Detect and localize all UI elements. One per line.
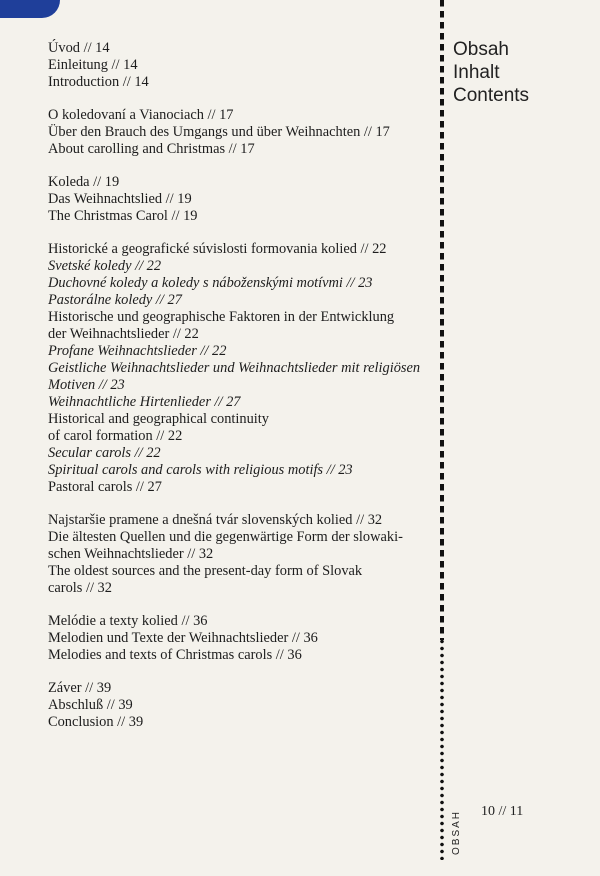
toc-entry: Profane Weihnachtslieder // 22 (48, 343, 227, 359)
toc-entry: carols // 32 (48, 580, 112, 596)
toc-section (48, 174, 440, 225)
toc-entry: Melódie a texty kolied // 36 (48, 613, 208, 629)
toc-entry: Weihnachtliche Hirtenlieder // 27 (48, 394, 241, 410)
toc-entry: Pastoral carols // 27 (48, 479, 162, 495)
toc-entry: Záver // 39 (48, 680, 112, 696)
toc-entry: Einleitung // 14 (48, 57, 138, 73)
heading-english: Contents (453, 85, 530, 106)
toc-entry: Úvod // 14 (48, 40, 110, 56)
toc-entry: of carol formation // 22 (48, 428, 183, 444)
corner-mark (0, 0, 60, 18)
toc-entry: Introduction // 14 (48, 74, 149, 90)
toc-entry: Abschluß // 39 (48, 697, 133, 713)
toc-entry: Historické a geografické súvislosti formovania kolied // 22 (48, 241, 387, 257)
toc-entry: Duchovné koledy a koledy s náboženskými motívmi // 23 (48, 275, 373, 291)
side-label: OBSAH (451, 809, 462, 855)
page-numbers: 10 // 11 (481, 804, 524, 819)
toc-entry: Conclusion // 39 (48, 714, 144, 730)
toc-section (48, 613, 440, 664)
toc-entry: Die ältesten Quellen und die gegenwärtige Form der slowaki- (48, 529, 403, 545)
toc-entry: The oldest sources and the present-day form of Slovak (48, 563, 363, 579)
table-of-contents (48, 40, 440, 747)
toc-entry: Historische und geographische Faktoren in der Entwicklung (48, 309, 395, 325)
toc-section (48, 40, 440, 91)
heading-slovak: Obsah (453, 39, 509, 60)
toc-entry: Svetské koledy // 22 (48, 258, 162, 274)
toc-entry: Melodien und Texte der Weihnachtslieder // 36 (48, 630, 318, 646)
toc-entry: Das Weihnachtslied // 19 (48, 191, 192, 207)
toc-section (48, 107, 440, 158)
toc-entry: Über den Brauch des Umgangs und über Weihnachten // 17 (48, 124, 390, 140)
toc-section (48, 680, 440, 731)
toc-entry: Secular carols // 22 (48, 445, 161, 461)
toc-section (48, 241, 440, 496)
heading-german: Inhalt (453, 62, 500, 83)
toc-entry: Pastorálne koledy // 27 (48, 292, 182, 308)
toc-entry: Najstaršie pramene a dnešná tvár slovenských kolied // 32 (48, 512, 383, 528)
toc-entry: der Weihnachtslieder // 22 (48, 326, 199, 342)
toc-entry: About carolling and Christmas // 17 (48, 141, 255, 157)
contents-heading (453, 38, 529, 107)
toc-entry: O koledovaní a Vianociach // 17 (48, 107, 234, 123)
toc-entry: schen Weihnachtslieder // 32 (48, 546, 214, 562)
toc-entry: Geistliche Weihnachtslieder und Weihnachtslieder mit religiösen (48, 360, 421, 376)
toc-entry: Spiritual carols and carols with religious motifs // 23 (48, 462, 353, 478)
toc-entry: Koleda // 19 (48, 174, 120, 190)
toc-entry: The Christmas Carol // 19 (48, 208, 198, 224)
toc-section (48, 512, 440, 597)
toc-entry: Motiven // 23 (48, 377, 125, 393)
toc-entry: Melodies and texts of Christmas carols // 36 (48, 647, 302, 663)
dotted-divider (440, 638, 444, 860)
toc-entry: Historical and geographical continuity (48, 411, 269, 427)
dashed-divider (440, 0, 444, 640)
